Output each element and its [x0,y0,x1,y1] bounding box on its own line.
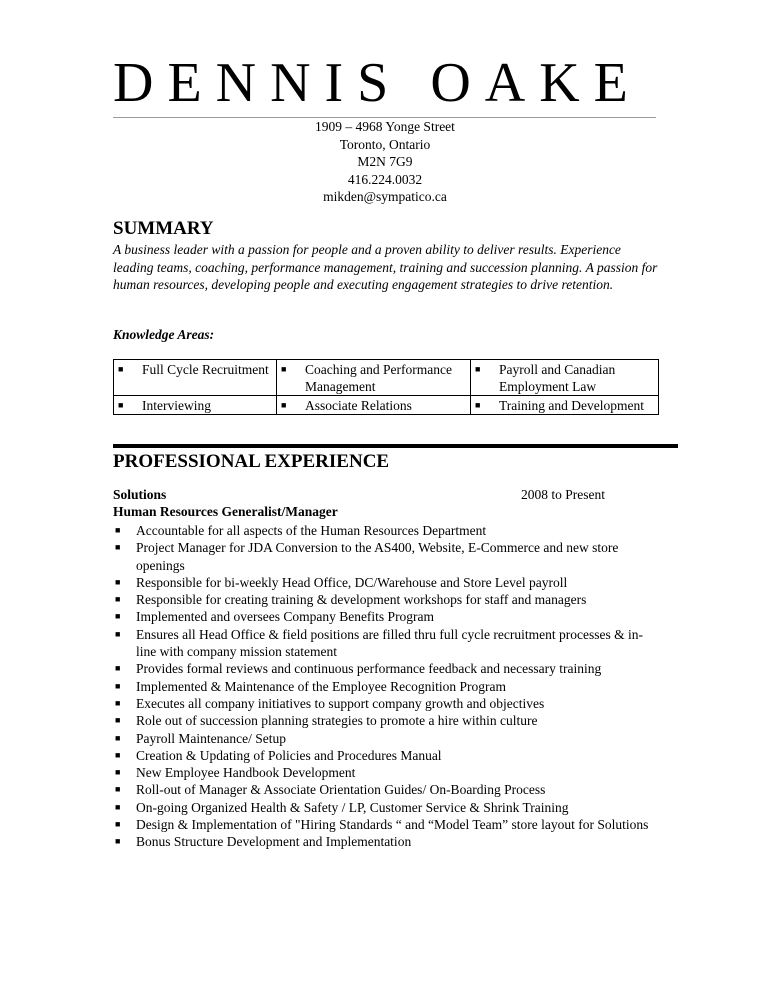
contact-phone: 416.224.0032 [347,171,423,187]
knowledge-row [114,396,659,415]
duty-item: ■ Responsible for bi-weekly Head Office, DC/Warehouse and Store Level payroll [115,574,568,590]
duty-item: ■ Implemented & Maintenance of the Employee Recognition Program [115,678,507,694]
bullet-icon: ■ [115,697,121,708]
duty-item: ■ Design & Implementation of "Hiring Standards “ and “Model Team” store layout for Solutions [115,817,649,833]
duty-item: ■ On-going Organized Health & Safety / LP, Customer Service & Shrink Training [115,799,569,815]
bullet-icon: ■ [115,576,121,587]
contact-postal: M2N 7G9 [357,154,413,169]
duties-list [113,522,658,851]
duty-item: ■ New Employee Handbook Development [115,765,356,781]
bullet-icon: ■ [115,611,121,622]
knowledge-area: ■ Interviewing [118,398,211,413]
duty-item: ■ Roll-out of Manager & Associate Orientation Guides/ On-Boarding Process [115,782,546,798]
duty-item: ■ Responsible for creating training & development workshops for staff and managers [115,592,587,608]
bullet-icon: ■ [115,628,121,639]
duty-item: ■ Project Manager for JDA Conversion to the AS400, Website, E-Commerce and new store openings [115,540,619,573]
contact-city: Toronto, Ontario [339,136,431,152]
resume-name: DENNIS OAKE [113,52,642,114]
section-divider [113,444,678,448]
bullet-icon: ■ [115,784,121,795]
company-name: Solutions [113,487,167,502]
duty-item: ■ Role out of succession planning strategies to promote a hire within culture [115,713,538,729]
duty-item: ■ Creation & Updating of Policies and Procedures Manual [115,747,442,763]
duty-item: ■ Accountable for all aspects of the Human Resources Department [115,523,487,538]
bullet-icon: ■ [115,680,121,691]
job-title: Human Resources Generalist/Manager [113,504,338,519]
bullet-icon: ■ [115,819,121,830]
knowledge-areas-table [113,359,659,415]
bullet-icon: ■ [115,594,121,605]
knowledge-row [114,360,659,396]
bullet-icon: ■ [118,400,124,410]
bullet-icon: ■ [281,400,287,410]
bullet-icon: ■ [115,715,121,726]
bullet-icon: ■ [115,801,121,812]
knowledge-area: ■ Training and Development [475,398,644,413]
duty-item: ■ Payroll Maintenance/ Setup [115,730,286,746]
knowledge-area: ■ Full Cycle Recruitment [118,362,269,377]
contact-address: 1909 – 4968 Yonge Street [315,119,455,134]
knowledge-areas-label: Knowledge Areas: [113,327,215,342]
duty-item: ■ Provides formal reviews and continuous performance feedback and necessary training [115,661,602,677]
bullet-icon: ■ [475,364,481,374]
bullet-icon: ■ [118,364,124,374]
duty-item: ■ Implemented and oversees Company Benefits Program [115,609,435,625]
contact-email: mikden@sympatico.ca [323,189,447,204]
duty-item: ■ Ensures all Head Office & field positions are filled thru full cycle recruitment processes & in-line with company mission statement [115,626,643,660]
bullet-icon: ■ [115,732,121,743]
knowledge-area: ■ Payroll and Canadian Employment Law [475,362,616,394]
experience-heading: PROFESSIONAL EXPERIENCE [113,451,390,472]
bullet-icon: ■ [115,749,121,760]
duty-item: ■ Executes all company initiatives to support company growth and objectives [115,695,545,711]
bullet-icon: ■ [115,663,121,674]
knowledge-area: ■ Coaching and Performance Management [281,362,452,394]
bullet-icon: ■ [115,836,121,847]
knowledge-area: ■ Associate Relations [281,398,412,413]
bullet-icon: ■ [115,525,121,535]
bullet-icon: ■ [475,400,481,410]
contact-block [230,118,540,206]
summary-heading: SUMMARY [113,218,214,239]
bullet-icon: ■ [115,767,121,778]
employment-dates: 2008 to Present [521,487,605,502]
bullet-icon: ■ [115,542,121,553]
bullet-icon: ■ [281,364,287,374]
summary-text: A business leader with a passion for people and a proven ability to deliver results. Experience leading teams, coaching, performance management, training and succession planning. A passion for human resources, developing people and executing engagement strategies to drive retention. [113,242,658,292]
duty-item: ■ Bonus Structure Development and Implementation [115,834,412,850]
